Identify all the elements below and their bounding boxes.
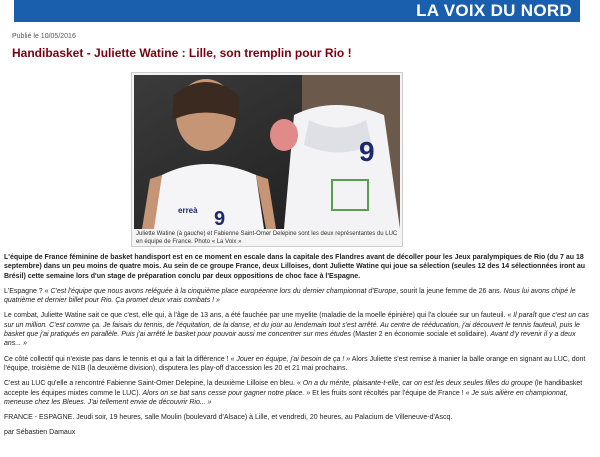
text: Ce côté collectif qui n'existe pas dans le tennis et qui a fait la différence ! « <box>4 355 237 363</box>
event-info: FRANCE - ESPAGNE. Jeudi soir, 19 heures, salle Moulin (boulevard d'Alsace) à Lille, et vendredi, 20 heures, au Palacium de Villeneuve-d'Ascq. <box>4 414 453 422</box>
text: (Master 2 en économie sociale et solidaire). <box>351 331 491 339</box>
text: Alors Juliette s'est remise à manier la balle orange en signant au LUC, dont l'équipe, troisième de N1B (la deuxième division), disputera les play-off d'accession les 20 et 21 mai prochains. <box>4 355 586 372</box>
quote: Alors on se bat sans cesse pour gagner notre place. » <box>142 389 311 397</box>
text: C'est au LUC qu'elle a rencontré Fabienne Saint-Omer Delepine, la deuxième Lilloise en bleu. « <box>4 380 303 388</box>
publication-date: Publié le 10/05/2016 <box>12 33 76 40</box>
lead-paragraph: L'équipe de France féminine de basket handisport est en ce moment en escale dans la capitale des Flandres avant de décoller pour les Jeux paralympiques de Rio (du 7 au 18 septembre) dans un peu moins de quatre mois. Au sein de ce groupe France, deux Lilloises, dont Juliette Watine qui joue sa sélection (seules 12 des 14 sélectionnées iront au Brésil) cette semaine lors d'un stage de préparation conclu par deux oppositions de choc face à l'Espagne. <box>4 254 586 280</box>
text: Le combat, Juliette Watine sait ce que c'est, elle qui, à l'âge de 13 ans, a été fauchée par une myelite (maladie de la moelle épinière) qui l'a clouée sur un fauteuil. « <box>4 312 514 320</box>
quote: C'est l'équipe que nous avons reléguée à la cinquième place européenne lors du dernier championnat d'Europe <box>50 287 397 295</box>
photo-image <box>134 75 400 229</box>
photo-illustration <box>134 75 400 229</box>
photo-caption: Juliette Watine (à gauche) et Fabienne Saint-Omer Delepine sont les deux représentantes du LUC en équipe de France. Photo « La Voix » <box>136 231 398 245</box>
photo-jersey-number-left: 9 <box>214 208 226 229</box>
article-body <box>4 253 592 444</box>
article-photo[interactable] <box>131 72 403 247</box>
paragraph <box>4 311 592 348</box>
quote: Il paraît que c'est un cas sur un million. C'est comme ça. Je faisais du tennis, de l'équitation, de la danse, et du jour au lendemain tout s'est arrêté. Au centre de rééducation, j'ai découvert le tennis fauteuil, puis le basket que j'ai pratiqués en parallèle. Puis j'ai arrêté le basket pour pouvoir aussi me concentrer sur mes études <box>4 312 589 339</box>
photo-jersey-number-right: 9 <box>359 136 375 167</box>
text: Et les fruits sont récoltés par l'équipe de France ! « <box>310 389 472 397</box>
paragraph <box>4 355 592 374</box>
quote: Nous lui avons chipé le quatrième et dernier billet pour Rio. Ça promet deux vrais combats ! » <box>4 287 576 305</box>
text: , sourit la jeune femme de 26 ans. <box>396 287 504 295</box>
paragraph <box>4 287 592 306</box>
masthead[interactable] <box>14 0 580 22</box>
paragraph <box>4 379 592 407</box>
quote: Jouer en équipe, j'ai besoin de ça ! » <box>236 355 351 363</box>
photo-jersey-brand: erreà <box>178 206 198 215</box>
text: (le handibasket accepte les équipes mixtes comme le LUC). <box>4 380 583 397</box>
article-title: Handibasket - Juliette Watine : Lille, son tremplin pour Rio ! <box>12 46 352 60</box>
text: L'Espagne ? « <box>4 287 51 295</box>
quote: On a du mérite, plaisante-t-elle, car on est les deux seules filles du groupe <box>302 380 533 388</box>
byline: par Sébastien Damaux <box>4 429 76 437</box>
quote: Je suis ailière en championnat, meneuse chez les Bleues. J'ai tellement envie de découvrir Rio... » <box>4 389 568 406</box>
quote: Avant d'y revenir il y a deux ans... » <box>4 331 576 348</box>
masthead-logo: LA VOIX DU NORD <box>416 1 572 20</box>
